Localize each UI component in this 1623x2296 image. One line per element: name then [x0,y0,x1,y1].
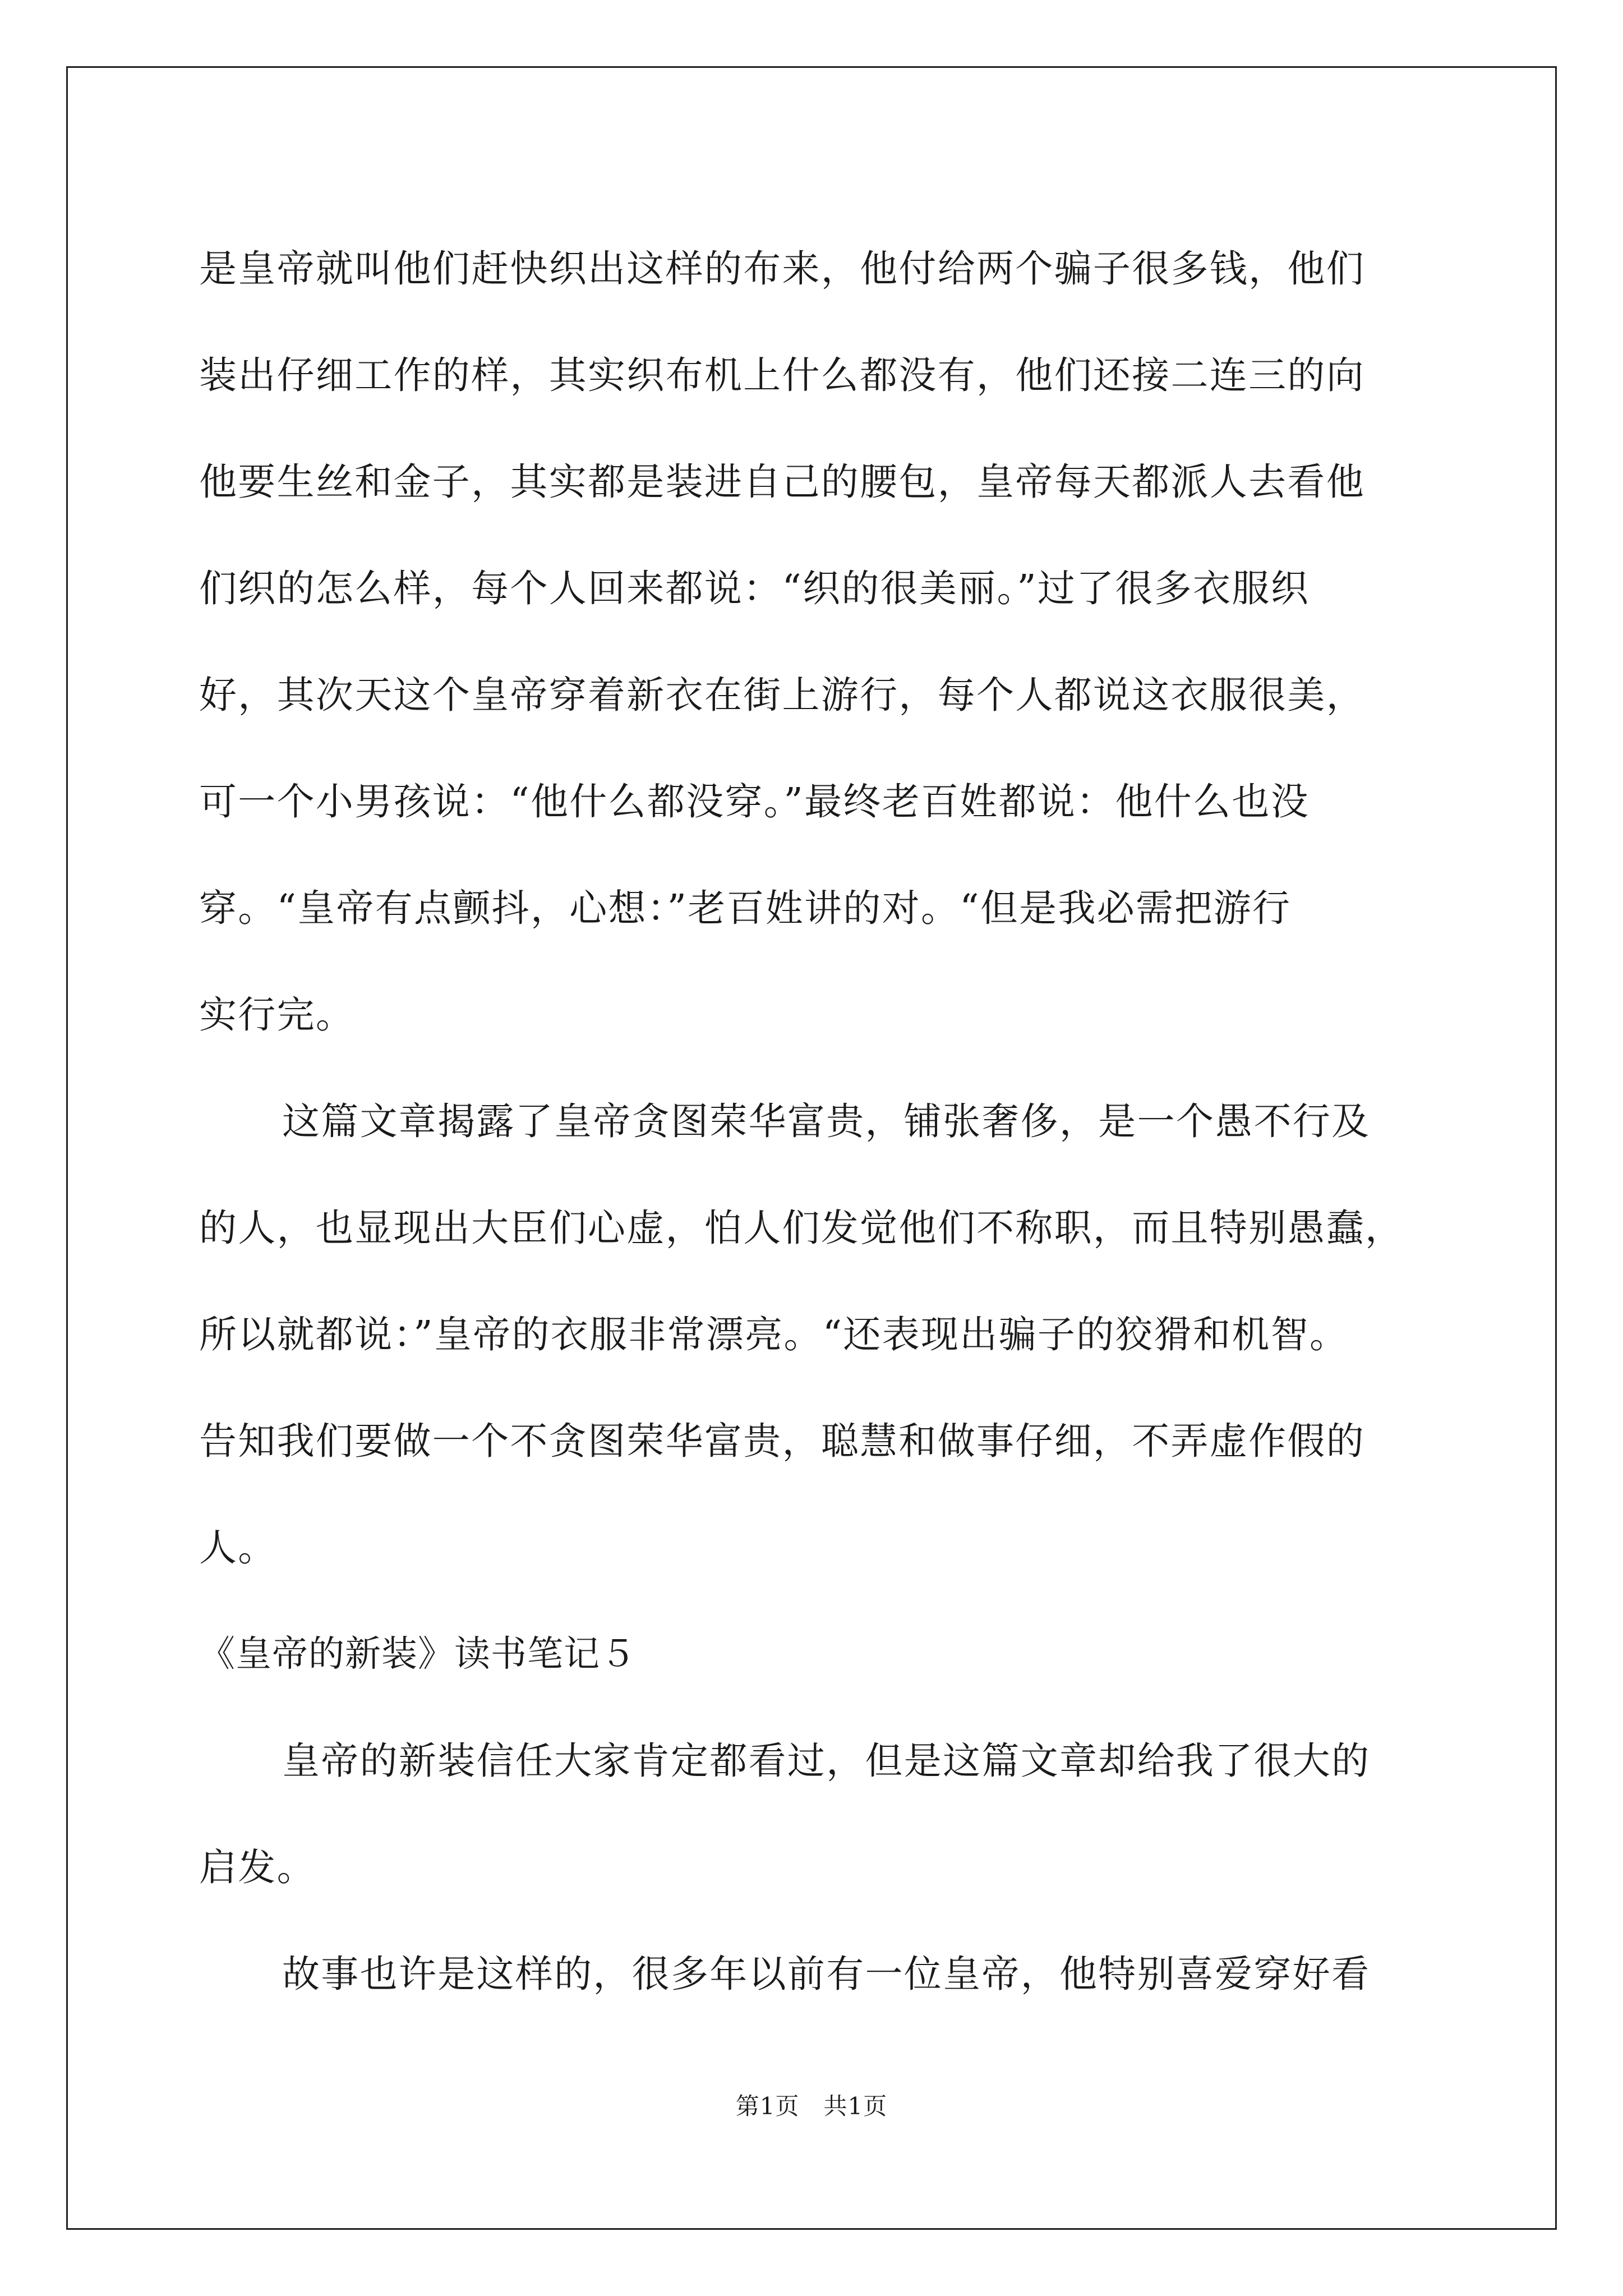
text-line: 好，其次天这个皇帝穿着新衣在街上游行，每个人都说这衣服很美， [199,673,1365,717]
page-footer: 第1页 共1页 [735,2092,888,2120]
document-body [199,215,1427,2027]
text-line: 所以就都说：”皇帝的衣服非常漂亮。“还表现出骗子的狡猾和机智。 [199,1313,1349,1356]
paragraph-first-line: 皇帝的新装信任大家肯定都看过，但是这篇文章却给我了很大的 [282,1739,1371,1783]
text-line: 装出仔细工作的样，其实织布机上什么都没有，他们还接二连三的向 [199,353,1365,397]
text-line: 穿。“皇帝有点颤抖，心想：”老百姓讲的对。“但是我必需把游行 [199,886,1292,930]
text-line: 们织的怎么样，每个人回来都说：“织的很美丽。”过了很多衣服织 [199,567,1310,610]
section-heading: 《皇帝的新装》读书笔记５ [199,1634,637,1675]
text-line: 可一个小男孩说：“他什么都没穿。”最终老百姓都说：他什么也没 [199,780,1310,823]
text-line: 实行完。 [199,993,355,1037]
text-line: 启发。 [199,1846,316,1889]
text-line: 的人，也显现出大臣们心虚，怕人们发觉他们不称职，而且特别愚蠢， [199,1206,1404,1250]
text-line: 是皇帝就叫他们赶快织出这样的布来，他付给两个骗子很多钱，他们 [199,247,1365,291]
paragraph-first-line: 这篇文章揭露了皇帝贪图荣华富贵，铺张奢侈，是一个愚不行及 [282,1099,1371,1143]
text-line: 人。 [199,1526,277,1570]
text-line: 他要生丝和金子，其实都是装进自己的腰包，皇帝每天都派人去看他 [199,460,1365,504]
text-line: 告知我们要做一个不贪图荣华富贵，聪慧和做事仔细，不弄虚作假的 [199,1419,1365,1463]
paragraph-first-line: 故事也许是这样的，很多年以前有一位皇帝，他特别喜爱穿好看 [282,1952,1371,1996]
